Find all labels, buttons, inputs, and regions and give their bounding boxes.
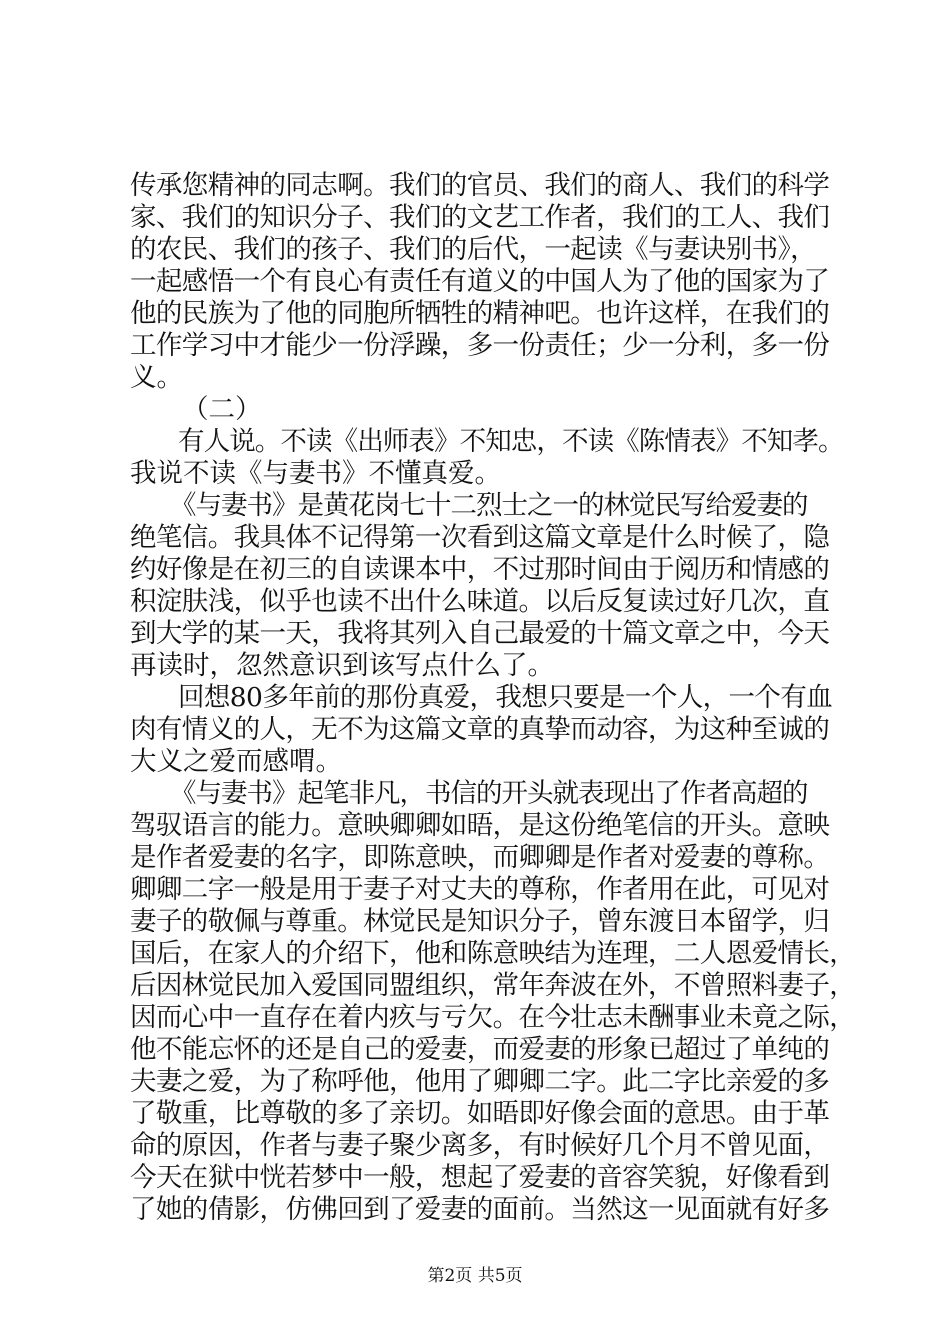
text-line: 传承您精神的同志啊。我们的官员、我们的商人、我们的科学 bbox=[130, 170, 830, 201]
text-line: 命的原因，作者与妻子聚少离多，有时候好几个月不曾见面， bbox=[130, 1130, 830, 1161]
text-line: 回想80多年前的那份真爱，我想只要是一个人，一个有血 bbox=[178, 682, 833, 713]
text-line: 有人说。不读《出师表》不知忠，不读《陈情表》不知孝。 bbox=[178, 426, 844, 457]
text-line: 了敬重，比尊敬的多了亲切。如晤即好像会面的意思。由于革 bbox=[130, 1098, 830, 1129]
document-body bbox=[130, 170, 856, 1226]
text-line: 驾驭语言的能力。意映卿卿如晤，是这份绝笔信的开头。意映 bbox=[130, 810, 830, 841]
text-line: 家、我们的知识分子、我们的文艺工作者，我们的工人、我们 bbox=[130, 202, 830, 233]
text-line: 义。 bbox=[130, 362, 183, 393]
text-line: 他不能忘怀的还是自己的爱妻，而爱妻的形象已超过了单纯的 bbox=[130, 1034, 830, 1065]
text-line: 再读时，忽然意识到该写点什么了。 bbox=[130, 650, 554, 681]
text-line: 肉有情义的人，无不为这篇文章的真挚而动容，为这种至诚的 bbox=[130, 714, 830, 745]
text-line: 《与妻书》是黄花岗七十二烈士之一的林觉民写给爱妻的 bbox=[170, 490, 808, 521]
text-line: 绝笔信。我具体不记得第一次看到这篇文章是什么时候了，隐 bbox=[130, 522, 830, 553]
text-line: 他的民族为了他的同胞所牺牲的精神吧。也许这样，在我们的 bbox=[130, 298, 830, 329]
text-line: 卿卿二字一般是用于妻子对丈夫的尊称，作者用在此，可见对 bbox=[130, 874, 830, 905]
text-line: 的农民、我们的孩子、我们的后代，一起读《与妻诀别书》， bbox=[130, 234, 817, 265]
text-line: 后因林觉民加入爱国同盟组织，常年奔波在外，不曾照料妻子， bbox=[130, 970, 856, 1001]
text-line: 国后，在家人的介绍下，他和陈意映结为连理，二人恩爱情长， bbox=[130, 938, 856, 969]
text-line: 积淀肤浅，似乎也读不出什么味道。以后反复读过好几次，直 bbox=[130, 586, 830, 617]
text-line: 是作者爱妻的名字，即陈意映，而卿卿是作者对爱妻的尊称。 bbox=[130, 842, 830, 873]
text-line: 夫妻之爱，为了称呼他，他用了卿卿二字。此二字比亲爱的多 bbox=[130, 1066, 830, 1097]
text-line: 今天在狱中恍若梦中一般，想起了爱妻的音容笑貌，好像看到 bbox=[130, 1162, 830, 1193]
text-line: 因而心中一直存在着内疚与亏欠。在今壮志未酬事业未竟之际， bbox=[130, 1002, 856, 1033]
text-line: 约好像是在初三的自读课本中，不过那时间由于阅历和情感的 bbox=[130, 554, 830, 585]
text-line: 一起感悟一个有良心有责任有道义的中国人为了他的国家为了 bbox=[130, 266, 830, 297]
page-number: 第2页 共5页 bbox=[427, 1266, 523, 1286]
text-line: 到大学的某一天，我将其列入自己最爱的十篇文章之中，今天 bbox=[130, 618, 830, 649]
section-heading: （二） bbox=[182, 394, 262, 425]
text-line: 工作学习中才能少一份浮躁，多一份责任；少一分利，多一份 bbox=[130, 330, 830, 361]
page-footer bbox=[0, 1266, 950, 1286]
text-line: 大义之爱而感喟。 bbox=[130, 746, 342, 777]
text-line: 妻子的敬佩与尊重。林觉民是知识分子，曾东渡日本留学，归 bbox=[130, 906, 830, 937]
text-line: 《与妻书》起笔非凡，书信的开头就表现出了作者高超的 bbox=[170, 778, 808, 809]
text-line: 我说不读《与妻书》不懂真爱。 bbox=[130, 458, 501, 489]
text-line: 了她的倩影，仿佛回到了爱妻的面前。当然这一见面就有好多 bbox=[130, 1194, 830, 1225]
